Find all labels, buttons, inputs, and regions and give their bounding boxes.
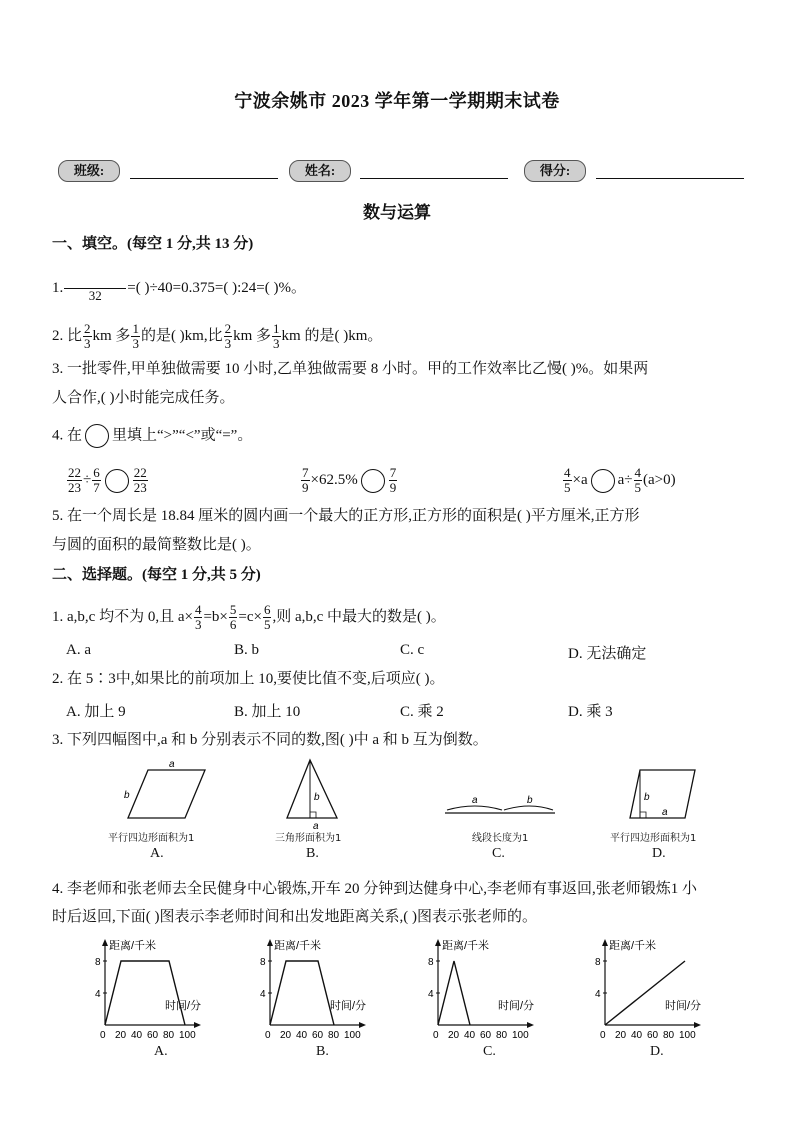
x-tick-label: 40: [631, 1030, 643, 1041]
q1-4a: [66, 466, 149, 495]
part1-heading: 一、填空。(每空 1 分,共 13 分): [52, 236, 254, 252]
q-text: ×a: [572, 471, 588, 488]
label-b: b: [644, 792, 650, 803]
y-axis-label: 距离/千米: [609, 940, 657, 952]
label-a: a: [169, 759, 175, 770]
x-axis-arrow: [359, 1022, 366, 1028]
figure-a-caption: 平行四边形面积为1: [108, 833, 195, 844]
q2-4-charts: [0, 930, 794, 1070]
figure-a-parallelogram: [124, 759, 205, 818]
q1-3-line2: 人合作,( )小时能完成任务。: [52, 390, 235, 406]
x-tick-label: 20: [115, 1030, 127, 1041]
figure-b-letter[interactable]: B.: [306, 846, 319, 861]
label-b: b: [124, 790, 130, 801]
chart-b-letter[interactable]: B.: [316, 1044, 329, 1059]
q-text: 2. 比: [52, 327, 83, 344]
q1-5-line1: 5. 在一个周长是 18.84 厘米的圆内画一个最大的正方形,正方形的面积是( )平方厘米,正方形: [52, 508, 640, 524]
x-tick-label: 100: [179, 1030, 196, 1041]
figure-a-letter[interactable]: A.: [150, 846, 164, 861]
q2-2-option-d[interactable]: D. 乘 3: [568, 704, 613, 720]
compare-circle[interactable]: [591, 469, 615, 493]
score-label: 得分:: [524, 160, 586, 182]
label-a: a: [313, 821, 319, 830]
x-tick-label: 0: [433, 1030, 439, 1041]
fraction: $\frac{6}{7}$: [93, 465, 100, 495]
name-label: 姓名:: [289, 160, 351, 182]
x-tick-label: 60: [147, 1030, 159, 1041]
q1-1: [52, 274, 306, 303]
circle-blank: [85, 424, 109, 448]
operator: ÷: [83, 471, 92, 488]
fraction: $\frac{2}{3}$: [224, 321, 232, 351]
x-tick-label: 60: [647, 1030, 659, 1041]
fraction: $\frac{1}{3}$: [273, 321, 280, 351]
figure-c-caption: 线段长度为1: [472, 833, 529, 844]
x-axis-arrow: [527, 1022, 534, 1028]
x-axis-label: 时间/分: [665, 1000, 702, 1012]
q-text: =b×: [203, 608, 228, 625]
x-tick-label: 80: [663, 1030, 675, 1041]
x-tick-label: 100: [679, 1030, 696, 1041]
section-title: 数与运算: [363, 203, 431, 222]
series-line: [605, 961, 685, 1025]
figure-d-parallelogram: [630, 770, 695, 818]
fraction: $\frac{4}{3}$: [194, 602, 202, 632]
x-tick-label: 80: [496, 1030, 508, 1041]
q2-3-figures: [0, 755, 794, 830]
q2-1-option-b[interactable]: B. b: [234, 642, 260, 658]
q2-2-option-c[interactable]: C. 乘 2: [400, 704, 444, 720]
label-a: a: [662, 807, 668, 818]
y-tick-label: 8: [428, 957, 434, 968]
q-text: =c×: [238, 608, 262, 625]
series-line: [270, 961, 334, 1025]
figure-c-segments: [445, 795, 555, 813]
x-tick-label: 40: [131, 1030, 143, 1041]
y-tick-label: 4: [95, 989, 101, 1000]
name-field[interactable]: [360, 178, 508, 179]
q2-4-line1: 4. 李老师和张老师去全民健身中心锻炼,开车 20 分钟到达健身中心,李老师有事返回,张老师锻炼1 小: [52, 881, 698, 897]
x-tick-label: 20: [280, 1030, 292, 1041]
q-text: 4. 在: [52, 427, 83, 444]
x-tick-label: 0: [265, 1030, 271, 1041]
blank-fraction[interactable]: [64, 274, 126, 303]
q1-2: [52, 322, 382, 351]
y-axis-arrow: [267, 939, 273, 946]
q-text: 的是( )km,比: [140, 327, 223, 344]
fraction: $\frac{7}{9}$: [389, 465, 397, 495]
q2-1-option-c[interactable]: C. c: [400, 642, 425, 658]
figure-d-letter[interactable]: D.: [652, 846, 666, 861]
q2-2-option-a[interactable]: A. 加上 9: [66, 704, 126, 720]
figure-c-letter[interactable]: C.: [492, 846, 505, 861]
x-tick-label: 80: [328, 1030, 340, 1041]
y-axis-arrow: [435, 939, 441, 946]
y-axis-arrow: [102, 939, 108, 946]
fraction: $\frac{6}{5}$: [263, 602, 271, 632]
q-text: 1. a,b,c 均不为 0,且 a×: [52, 608, 193, 625]
q1-1-text: =( )÷40=0.375=( ):24=( )%。: [127, 279, 306, 296]
x-axis-label: 时间/分: [165, 1000, 202, 1012]
figure-b-triangle: [287, 760, 337, 830]
x-tick-label: 20: [615, 1030, 627, 1041]
x-axis-arrow: [694, 1022, 701, 1028]
compare-circle[interactable]: [361, 469, 385, 493]
q2-2: 2. 在 5∶3中,如果比的前项加上 10,要使比值不变,后项应( )。: [52, 671, 445, 687]
x-tick-label: 40: [296, 1030, 308, 1041]
y-axis-label: 距离/千米: [109, 940, 157, 952]
q-number: 1.: [52, 279, 64, 296]
q1-4b: [300, 466, 398, 495]
q1-5-line2: 与圆的面积的最简整数比是( )。: [52, 537, 261, 553]
q-text: km 多: [92, 327, 131, 344]
series-line: [105, 961, 185, 1025]
chart-c-letter[interactable]: C.: [483, 1044, 496, 1059]
exam-title: 宁波余姚市 2023 学年第一学期期末试卷: [234, 91, 560, 111]
q2-1: [52, 603, 446, 632]
label-a: a: [472, 795, 478, 806]
series-line: [438, 961, 470, 1025]
fraction: $\frac{4}{5}$: [634, 465, 642, 495]
x-tick-label: 80: [163, 1030, 175, 1041]
q1-4c: [562, 466, 676, 495]
y-tick-label: 4: [428, 989, 434, 1000]
q2-1-option-a[interactable]: A. a: [66, 642, 91, 658]
fraction: $\frac{4}{5}$: [564, 465, 571, 495]
q1-3-line1: 3. 一批零件,甲单独做需要 10 小时,乙单独做需要 8 小时。甲的工作效率比乙慢( )%。如果两: [52, 361, 649, 377]
y-tick-label: 4: [260, 989, 266, 1000]
fraction: $\frac{22}{23}$: [68, 465, 81, 495]
x-axis-label: 时间/分: [330, 1000, 367, 1012]
y-tick-label: 8: [595, 957, 601, 968]
q-text: km 的是( )km。: [281, 327, 383, 344]
x-axis-arrow: [194, 1022, 201, 1028]
label-b: b: [314, 792, 320, 803]
q2-4-line2: 时后返回,下面( )图表示李老师时间和出发地距离关系,( )图表示张老师的。: [52, 909, 537, 925]
x-axis-label: 时间/分: [498, 1000, 535, 1012]
denominator: 32: [88, 288, 102, 303]
label-b: b: [527, 795, 533, 806]
x-tick-label: 60: [480, 1030, 492, 1041]
x-tick-label: 20: [448, 1030, 460, 1041]
q2-3: 3. 下列四幅图中,a 和 b 分别表示不同的数,图( )中 a 和 b 互为倒数。: [52, 732, 488, 748]
class-field[interactable]: [130, 178, 278, 179]
q-text: ,则 a,b,c 中最大的数是( )。: [272, 608, 446, 625]
chart-a-letter[interactable]: A.: [154, 1044, 168, 1059]
fraction: $\frac{1}{3}$: [132, 321, 139, 351]
compare-circle[interactable]: [105, 469, 129, 493]
q2-1-option-d[interactable]: D. 无法确定: [568, 646, 647, 662]
fraction: $\frac{2}{3}$: [84, 321, 91, 351]
chart-d-letter[interactable]: D.: [650, 1044, 664, 1059]
q-text: (a>0): [643, 471, 676, 488]
q-text: 里填上“>”“<”或“=”。: [112, 427, 253, 444]
fraction: $\frac{22}{23}$: [133, 465, 147, 495]
part2-heading: 二、选择题。(每空 1 分,共 5 分): [52, 567, 261, 583]
y-tick-label: 8: [260, 957, 266, 968]
figure-d-caption: 平行四边形面积为1: [610, 833, 697, 844]
class-label: 班级:: [58, 160, 120, 182]
x-tick-label: 40: [464, 1030, 476, 1041]
fraction: $\frac{5}{6}$: [229, 602, 237, 632]
y-tick-label: 4: [595, 989, 601, 1000]
x-tick-label: 0: [100, 1030, 106, 1041]
y-axis-label: 距离/千米: [274, 940, 322, 952]
x-tick-label: 100: [512, 1030, 529, 1041]
q-text: km 多: [233, 327, 272, 344]
q2-2-option-b[interactable]: B. 加上 10: [234, 704, 301, 720]
y-axis-arrow: [602, 939, 608, 946]
y-tick-label: 8: [95, 957, 101, 968]
x-tick-label: 100: [344, 1030, 361, 1041]
y-axis-label: 距离/千米: [442, 940, 490, 952]
x-tick-label: 60: [312, 1030, 324, 1041]
score-field[interactable]: [596, 178, 744, 179]
fraction: $\frac{7}{9}$: [302, 465, 309, 495]
figure-b-caption: 三角形面积为1: [275, 833, 342, 844]
q1-4: [52, 424, 252, 448]
x-tick-label: 0: [600, 1030, 606, 1041]
q-text: a÷: [617, 471, 633, 488]
q-text: ×62.5%: [310, 471, 358, 488]
